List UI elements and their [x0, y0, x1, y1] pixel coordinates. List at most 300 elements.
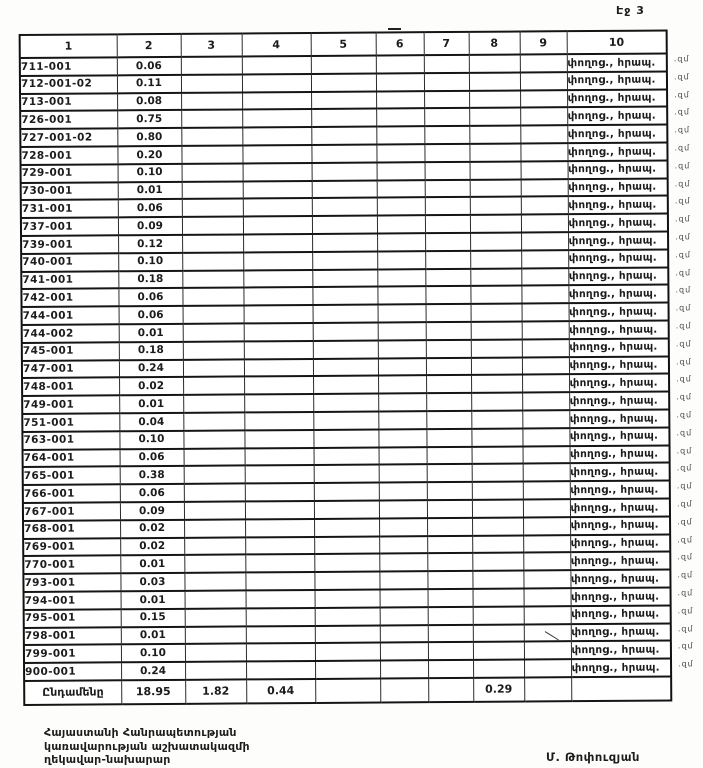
margin-mark: .զմ — [674, 161, 691, 171]
empty-cell — [471, 339, 522, 357]
margin-mark: .զմ — [675, 232, 691, 242]
code-cell: 770-001 — [23, 556, 120, 574]
empty-cell — [243, 270, 312, 288]
value-cell: 0.06 — [117, 57, 181, 75]
margin-mark: .զմ — [675, 267, 692, 278]
margin-mark: .զմ — [674, 214, 691, 224]
empty-cell — [183, 377, 244, 395]
empty-cell — [182, 163, 243, 181]
empty-cell — [184, 466, 245, 484]
code-cell: 767-001 — [23, 502, 120, 520]
empty-cell — [379, 447, 427, 465]
code-cell: 764-001 — [23, 449, 120, 467]
empty-cell — [377, 269, 425, 287]
empty-cell — [244, 323, 313, 341]
empty-cell — [243, 287, 312, 305]
empty-cell — [242, 127, 311, 145]
empty-cell — [246, 590, 315, 608]
empty-cell — [314, 572, 379, 590]
value-cell: 0.18 — [118, 270, 182, 288]
empty-cell — [379, 518, 427, 536]
empty-cell — [426, 375, 471, 393]
empty-cell — [183, 323, 244, 341]
table-total-row — [24, 676, 671, 705]
code-cell: 769-001 — [23, 538, 120, 556]
margin-mark: .զմ — [677, 641, 694, 651]
margin-mark: .զմ — [676, 463, 693, 473]
empty-cell — [377, 162, 425, 180]
margin-mark: .զմ — [675, 339, 692, 349]
empty-cell — [246, 661, 315, 679]
category-cell: փողոց., հրապ. — [568, 231, 668, 249]
column-header: 3 — [181, 33, 242, 56]
empty-cell — [473, 588, 524, 606]
empty-cell — [472, 464, 523, 482]
empty-cell — [243, 163, 312, 181]
empty-cell — [244, 412, 313, 430]
empty-cell — [521, 161, 568, 179]
empty-cell — [183, 306, 244, 324]
empty-cell — [376, 73, 424, 91]
empty-cell — [181, 74, 242, 92]
empty-cell — [469, 108, 520, 126]
empty-cell — [243, 181, 312, 199]
margin-mark: .զմ — [676, 374, 692, 384]
empty-cell — [380, 589, 428, 607]
empty-cell — [245, 447, 314, 465]
code-cell: 737-001 — [21, 217, 118, 235]
empty-cell — [472, 482, 523, 500]
empty-cell — [522, 410, 569, 428]
value-cell: 0.06 — [118, 199, 182, 217]
value-cell: 0.80 — [117, 128, 181, 146]
empty-cell — [426, 340, 471, 358]
empty-cell — [184, 448, 245, 466]
empty-cell — [524, 641, 571, 659]
signature-name: Մ. Թոփուզյան — [546, 750, 640, 764]
empty-cell — [378, 322, 426, 340]
value-cell: 0.09 — [118, 217, 182, 235]
empty-cell — [523, 499, 570, 517]
category-cell: փողոց., հրապ. — [568, 285, 668, 303]
empty-cell — [376, 55, 424, 73]
empty-cell — [244, 376, 313, 394]
empty-cell — [428, 642, 473, 660]
margin-mark: .զմ — [676, 445, 693, 456]
margin-mark: .զմ — [677, 588, 694, 598]
code-cell: 729-001 — [21, 164, 118, 182]
category-cell: փողոց., հրապ. — [569, 303, 669, 321]
empty-cell — [242, 109, 311, 127]
category-cell: փողոց., հրապ. — [568, 249, 668, 267]
total-label-cell: Ընդամենը — [24, 680, 121, 705]
table-body — [20, 53, 671, 680]
empty-cell — [243, 198, 312, 216]
empty-cell — [520, 143, 567, 161]
code-cell: 793-001 — [23, 573, 120, 591]
empty-cell — [470, 161, 521, 179]
empty-cell — [425, 215, 470, 233]
empty-cell — [379, 500, 427, 518]
empty-cell — [312, 251, 377, 269]
empty-cell — [472, 499, 523, 517]
category-cell: փողոց., հրապ. — [567, 89, 667, 107]
empty-cell — [246, 643, 315, 661]
category-cell: փողոց., հրապ. — [569, 338, 669, 356]
empty-cell — [183, 395, 244, 413]
empty-cell — [472, 553, 523, 571]
empty-cell — [378, 393, 426, 411]
empty-cell — [428, 589, 473, 607]
empty-cell — [184, 555, 245, 573]
empty-cell — [424, 73, 469, 91]
empty-cell — [313, 340, 378, 358]
value-cell: 0.02 — [119, 377, 183, 395]
empty-cell — [470, 286, 521, 304]
empty-cell — [313, 394, 378, 412]
empty-cell — [246, 625, 315, 643]
empty-cell — [378, 429, 426, 447]
empty-cell — [424, 90, 469, 108]
code-cell: 763-001 — [22, 431, 119, 449]
margin-mark: .զմ — [674, 143, 691, 153]
empty-cell — [184, 484, 245, 502]
empty-cell — [184, 519, 245, 537]
category-cell: փողոց., հրապ. — [569, 409, 669, 427]
empty-cell — [469, 143, 520, 161]
empty-cell — [243, 252, 312, 270]
code-cell: 900-001 — [24, 662, 121, 680]
code-cell: 728-001 — [20, 146, 117, 164]
empty-cell — [243, 234, 312, 252]
margin-mark: .զմ — [677, 517, 693, 527]
value-cell: 0.75 — [117, 110, 181, 128]
code-cell: 740-001 — [21, 253, 118, 271]
empty-cell — [246, 608, 315, 626]
empty-cell — [185, 662, 246, 680]
code-cell: 765-001 — [23, 467, 120, 485]
empty-cell — [428, 678, 473, 702]
category-cell: փողոց., հրապ. — [570, 570, 670, 588]
value-cell: 0.01 — [119, 324, 183, 342]
column-header: 2 — [117, 34, 181, 57]
margin-mark: .զմ — [674, 89, 690, 100]
margin-mark: .զմ — [675, 356, 692, 367]
empty-cell — [520, 108, 567, 126]
empty-cell — [182, 252, 243, 270]
empty-cell — [245, 501, 314, 519]
empty-cell — [427, 518, 472, 536]
code-cell: 766-001 — [23, 484, 120, 502]
empty-cell — [185, 590, 246, 608]
empty-cell — [313, 376, 378, 394]
empty-cell — [312, 162, 377, 180]
empty-cell — [472, 517, 523, 535]
empty-cell — [182, 270, 243, 288]
margin-mark: .զմ — [674, 178, 691, 189]
value-cell: 0.03 — [120, 573, 184, 591]
empty-cell — [522, 375, 569, 393]
margin-mark: .զմ — [675, 250, 691, 260]
code-cell: 744-001 — [22, 306, 119, 324]
empty-cell — [182, 288, 243, 306]
empty-cell — [242, 56, 311, 74]
empty-cell — [243, 216, 312, 234]
category-cell: փողոց., հրապ. — [571, 659, 671, 677]
code-cell: 749-001 — [22, 395, 119, 413]
empty-cell — [427, 571, 472, 589]
empty-cell — [312, 198, 377, 216]
empty-cell — [377, 215, 425, 233]
empty-cell — [427, 446, 472, 464]
empty-cell — [311, 109, 376, 127]
code-cell: 741-001 — [21, 271, 118, 289]
value-cell: 0.01 — [118, 181, 182, 199]
empty-cell — [244, 305, 313, 323]
code-cell: 730-001 — [21, 182, 118, 200]
empty-cell — [520, 54, 567, 72]
empty-cell — [185, 644, 246, 662]
value-cell: 0.02 — [120, 537, 184, 555]
column-header: 4 — [242, 33, 311, 56]
empty-cell — [427, 482, 472, 500]
margin-mark: .զմ — [676, 410, 693, 420]
empty-cell — [182, 234, 243, 252]
empty-cell — [470, 179, 521, 197]
code-cell: 745-001 — [22, 342, 119, 360]
column-header: 1 — [20, 34, 117, 58]
empty-cell — [312, 269, 377, 287]
empty-cell — [245, 465, 314, 483]
empty-cell — [470, 197, 521, 215]
total-value-cell: 0.29 — [473, 677, 524, 701]
empty-cell — [424, 144, 469, 162]
category-cell: փողոց., հրապ. — [567, 142, 667, 160]
margin-mark: .զմ — [677, 606, 694, 616]
empty-cell — [473, 606, 524, 624]
column-header: 6 — [376, 32, 424, 55]
empty-cell — [426, 322, 471, 340]
empty-cell — [471, 375, 522, 393]
empty-cell — [312, 233, 377, 251]
empty-cell — [184, 573, 245, 591]
footer-org-block — [44, 726, 250, 767]
value-cell: 0.10 — [119, 431, 183, 449]
table-wrapper — [19, 29, 703, 714]
empty-cell — [182, 181, 243, 199]
empty-cell — [314, 518, 379, 536]
empty-cell — [425, 233, 470, 251]
empty-cell — [380, 660, 428, 678]
empty-cell — [181, 92, 242, 110]
empty-cell — [521, 197, 568, 215]
category-cell: փողոց., հրապ. — [571, 641, 671, 659]
empty-cell — [183, 341, 244, 359]
empty-cell — [181, 56, 242, 74]
value-cell: 0.10 — [121, 644, 185, 662]
empty-cell — [315, 625, 380, 643]
empty-cell — [473, 660, 524, 678]
empty-cell — [377, 287, 425, 305]
empty-cell — [377, 251, 425, 269]
empty-cell — [520, 72, 567, 90]
category-cell: փողոց., հրապ. — [570, 516, 670, 534]
empty-cell — [311, 127, 376, 145]
empty-cell — [470, 215, 521, 233]
empty-cell — [377, 180, 425, 198]
empty-cell — [471, 410, 522, 428]
empty-cell — [427, 535, 472, 553]
empty-cell — [471, 357, 522, 375]
empty-cell — [181, 128, 242, 146]
empty-cell — [473, 642, 524, 660]
category-cell: փողոց., հրապ. — [570, 498, 670, 516]
value-cell: 0.02 — [120, 520, 184, 538]
empty-cell — [315, 589, 380, 607]
empty-cell — [521, 286, 568, 304]
empty-cell — [376, 126, 424, 144]
empty-cell — [520, 90, 567, 108]
empty-cell — [379, 553, 427, 571]
empty-cell — [376, 144, 424, 162]
empty-cell — [427, 553, 472, 571]
empty-cell — [313, 305, 378, 323]
empty-cell — [521, 268, 568, 286]
empty-cell — [245, 536, 314, 554]
empty-cell — [472, 535, 523, 553]
category-cell: փողոց., հրապ. — [567, 71, 667, 89]
category-cell: փողոց., հրապ. — [570, 463, 670, 481]
margin-mark: .զմ — [675, 303, 692, 313]
empty-cell — [469, 90, 520, 108]
empty-cell — [244, 359, 313, 377]
empty-cell — [522, 339, 569, 357]
empty-cell — [380, 678, 428, 702]
empty-cell — [522, 357, 569, 375]
code-cell: 739-001 — [21, 235, 118, 253]
empty-cell — [469, 126, 520, 144]
empty-cell — [379, 536, 427, 554]
empty-cell — [426, 304, 471, 322]
value-cell: 0.15 — [121, 609, 185, 627]
margin-mark: .զմ — [677, 570, 694, 580]
empty-cell — [471, 321, 522, 339]
empty-cell — [428, 607, 473, 625]
code-cell: 748-001 — [22, 378, 119, 396]
code-cell: 713-001 — [20, 93, 117, 111]
category-cell: փողոց., հրապ. — [568, 160, 668, 178]
empty-cell — [571, 676, 671, 701]
page-number-label: Էջ 3 — [616, 4, 645, 17]
value-cell: 0.09 — [120, 502, 184, 520]
empty-cell — [471, 393, 522, 411]
category-cell: փողոց., հրապ. — [569, 392, 669, 410]
column-header: 7 — [424, 32, 469, 55]
category-cell: փողոց., հրապ. — [570, 481, 670, 499]
value-cell: 0.10 — [118, 253, 182, 271]
data-table — [19, 29, 673, 705]
empty-cell — [311, 91, 376, 109]
total-value-cell: 0.44 — [246, 679, 315, 703]
empty-cell — [377, 233, 425, 251]
empty-cell — [315, 661, 380, 679]
value-cell: 0.06 — [119, 306, 183, 324]
empty-cell — [523, 552, 570, 570]
empty-cell — [379, 464, 427, 482]
total-value-cell: 18.95 — [121, 680, 185, 704]
empty-cell — [523, 535, 570, 553]
empty-cell — [523, 446, 570, 464]
empty-cell — [523, 464, 570, 482]
empty-cell — [470, 250, 521, 268]
empty-cell — [523, 517, 570, 535]
margin-mark: .զմ — [675, 285, 692, 295]
footer-org-line: կառավարության աշխատակազմի — [44, 739, 250, 753]
empty-cell — [314, 554, 379, 572]
empty-cell — [472, 571, 523, 589]
code-cell: 711-001 — [20, 57, 117, 75]
value-cell: 0.38 — [120, 466, 184, 484]
value-cell: 0.01 — [120, 555, 184, 573]
margin-mark: .զմ — [674, 125, 691, 135]
empty-cell — [244, 430, 313, 448]
scan-artifact-dash — [388, 28, 401, 30]
empty-cell — [181, 110, 242, 128]
empty-cell — [471, 304, 522, 322]
margin-mark: .զմ — [673, 72, 690, 82]
code-cell: 712-001-02 — [20, 75, 117, 93]
empty-cell — [524, 677, 571, 701]
empty-cell — [314, 536, 379, 554]
margin-mark: .զմ — [673, 54, 690, 64]
empty-cell — [313, 322, 378, 340]
code-cell: 727-001-02 — [20, 129, 117, 147]
category-cell: փողոց., հրապ. — [570, 445, 670, 463]
code-cell: 768-001 — [23, 520, 120, 538]
empty-cell — [314, 500, 379, 518]
code-cell: 795-001 — [24, 609, 121, 627]
empty-cell — [314, 483, 379, 501]
empty-cell — [313, 429, 378, 447]
empty-cell — [379, 482, 427, 500]
empty-cell — [524, 606, 571, 624]
empty-cell — [522, 392, 569, 410]
margin-mark: .զմ — [676, 499, 693, 509]
empty-cell — [378, 411, 426, 429]
empty-cell — [315, 678, 380, 702]
category-cell: փողոց., հրապ. — [568, 214, 668, 232]
empty-cell — [524, 659, 571, 677]
value-cell: 0.06 — [120, 448, 184, 466]
empty-cell — [521, 214, 568, 232]
empty-cell — [242, 74, 311, 92]
empty-cell — [314, 447, 379, 465]
empty-cell — [426, 429, 471, 447]
empty-cell — [523, 481, 570, 499]
empty-cell — [377, 198, 425, 216]
footer-org-line: Հայաստանի Հանրապետության — [44, 726, 237, 739]
code-cell: 742-001 — [21, 289, 118, 307]
empty-cell — [473, 624, 524, 642]
column-header: 5 — [311, 33, 376, 56]
empty-cell — [380, 607, 428, 625]
value-cell: 0.04 — [119, 413, 183, 431]
empty-cell — [425, 179, 470, 197]
margin-mark: .զմ — [675, 321, 692, 331]
empty-cell — [244, 341, 313, 359]
total-value-cell: 1.82 — [185, 679, 246, 703]
empty-cell — [183, 412, 244, 430]
